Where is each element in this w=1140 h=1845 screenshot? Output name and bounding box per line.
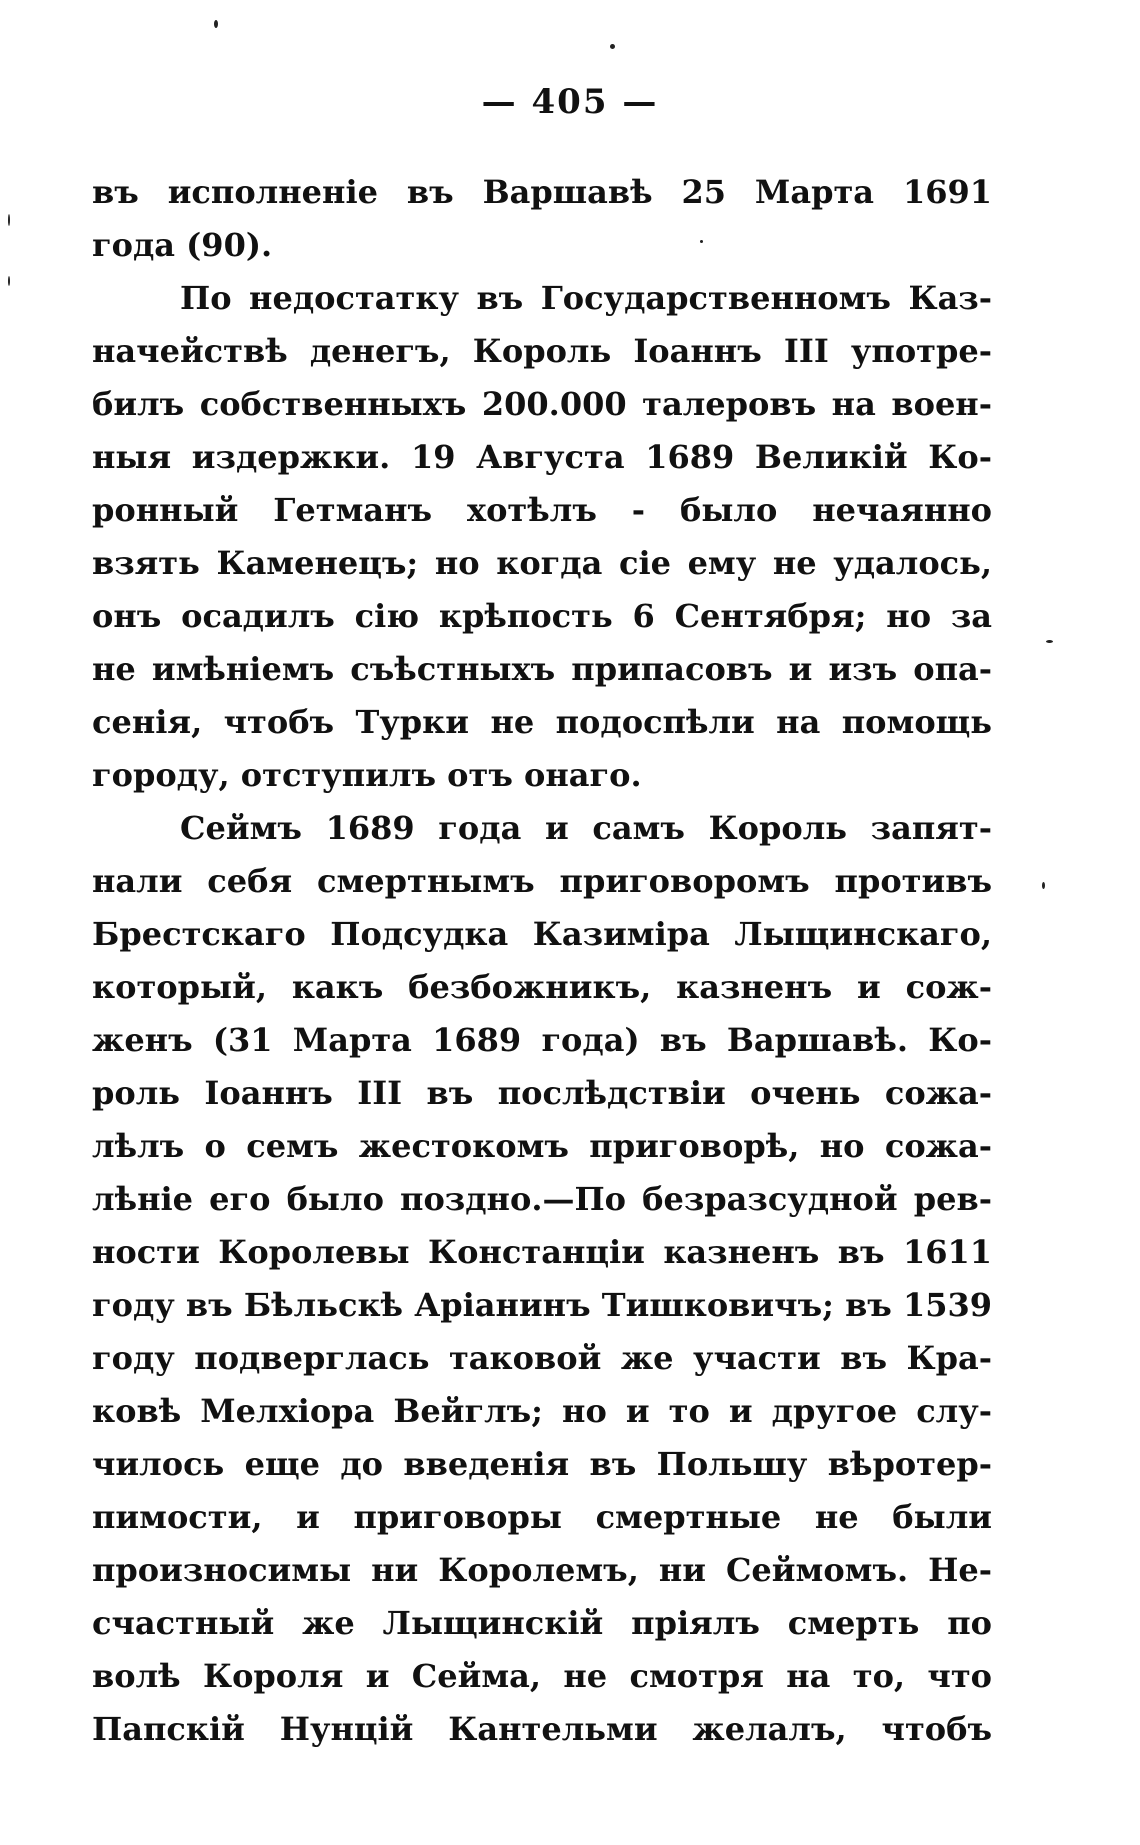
text-line: онъ осадилъ сію крѣпость 6 Сентября; но за bbox=[92, 597, 992, 635]
text-line: нали себя смертнымъ приговоромъ противъ bbox=[92, 862, 992, 900]
text-line: ныя издержки. 19 Августа 1689 Великій Ко- bbox=[92, 438, 992, 476]
text-line: году въ Бѣльскѣ Аріанинъ Тишковичъ; въ 1539 bbox=[92, 1286, 992, 1324]
text-line: чилось еще до введенія въ Польшу вѣротер- bbox=[92, 1445, 992, 1483]
text-line: волѣ Короля и Сейма, не смотря на то, что bbox=[92, 1657, 992, 1695]
text-line: въ исполненіе въ Варшавѣ 25 Марта 1691 bbox=[92, 173, 992, 211]
scan-speck bbox=[8, 276, 10, 286]
text-line: счастный же Лыщинскій пріялъ смерть по bbox=[92, 1604, 992, 1642]
paragraph-start-line: Сеймъ 1689 года и самъ Король запят- bbox=[180, 809, 992, 847]
text-line: году подверглась таковой же участи въ Кра- bbox=[92, 1339, 992, 1377]
paragraph-start-line: По недостатку въ Государственномъ Каз- bbox=[180, 279, 992, 317]
text-line: пимости, и приговоры смертные не были bbox=[92, 1498, 992, 1536]
text-line: лѣлъ о семъ жестокомъ приговорѣ, но сожа- bbox=[92, 1127, 992, 1165]
text-line: начействѣ денегъ, Король Іоаннъ III употре- bbox=[92, 332, 992, 370]
page-number: — 405 — bbox=[481, 82, 659, 122]
text-line: Папскій Нунцій Кантельми желалъ, чтобъ bbox=[92, 1710, 992, 1748]
text-line: произносимы ни Королемъ, ни Сеймомъ. Не- bbox=[92, 1551, 992, 1589]
text-line: женъ (31 Марта 1689 года) въ Варшавѣ. Ко- bbox=[92, 1021, 992, 1059]
text-line: билъ собственныхъ 200.000 талеровъ на воен- bbox=[92, 385, 992, 423]
text-line: года (90). bbox=[92, 226, 273, 264]
text-line: сенія, чтобъ Турки не подоспѣли на помощь bbox=[92, 703, 992, 741]
text-line: ковѣ Мелхіора Вейглъ; но и то и другое слу- bbox=[92, 1392, 992, 1430]
text-line: лѣніе его было поздно.—По безразсудной рев- bbox=[92, 1180, 992, 1218]
scan-speck bbox=[214, 20, 218, 28]
body-text bbox=[92, 166, 992, 1756]
text-line: ронный Гетманъ хотѣлъ - было нечаянно bbox=[92, 491, 992, 529]
text-line: Брестскаго Подсудка Казиміра Лыщинскаго, bbox=[92, 915, 992, 953]
text-line: роль Іоаннъ III въ послѣдствіи очень сожа- bbox=[92, 1074, 992, 1112]
scan-speck bbox=[1042, 882, 1045, 889]
scan-speck bbox=[610, 44, 615, 49]
scan-speck bbox=[700, 240, 703, 243]
scan-speck bbox=[8, 214, 10, 226]
text-line: городу, отступилъ отъ онаго. bbox=[92, 756, 642, 794]
text-line: ности Королевы Констанціи казненъ въ 1611 bbox=[92, 1233, 992, 1271]
text-line: не имѣніемъ съѣстныхъ припасовъ и изъ опа- bbox=[92, 650, 992, 688]
text-line: который, какъ безбожникъ, казненъ и сож- bbox=[92, 968, 992, 1006]
text-line: взять Каменецъ; но когда сіе ему не удалось, bbox=[92, 544, 992, 582]
scan-speck bbox=[1046, 640, 1053, 643]
